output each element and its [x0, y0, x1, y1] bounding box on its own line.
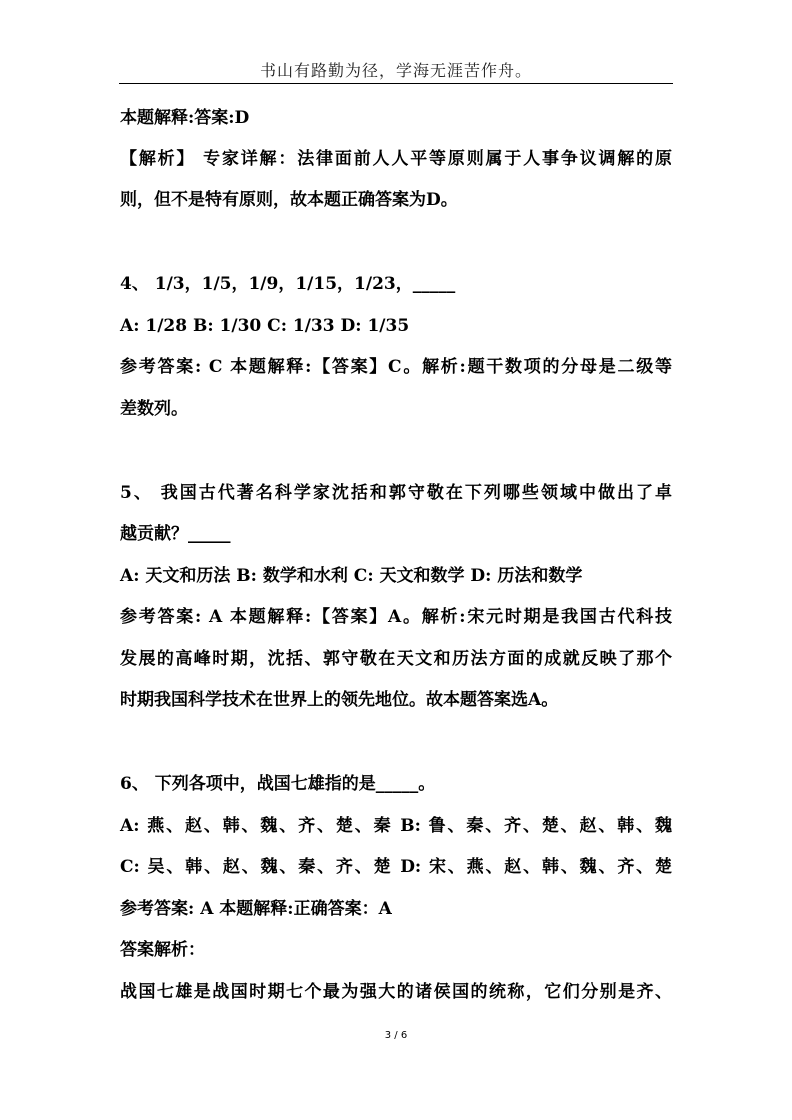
question-6-options-cd: C: 吴、韩、赵、魏、秦、齐、楚 D: 宋、燕、赵、韩、魏、齐、楚 [120, 857, 672, 877]
answer-analysis-text: 战国七雄是战国时期七个最为强大的诸侯国的统称，它们分别是齐、 [120, 982, 672, 1002]
question-6: 6、 下列各项中，战国七雄指的是_____。 [120, 774, 436, 794]
question-5-answer: 参考答案: A 本题解释:【答案】A。解析:宋元时期是我国古代科技 [120, 607, 672, 627]
question-6-options-ab: A: 燕、赵、韩、魏、齐、楚、秦 B: 鲁、秦、齐、楚、赵、韩、魏 [120, 816, 672, 836]
explanation-line: 【解析】 专家详解：法律面前人人平等原则属于人事争议调解的原 [120, 149, 672, 169]
question-6-answer: 参考答案: A 本题解释:正确答案：A [120, 899, 392, 919]
answer-line: 本题解释:答案:D [120, 108, 250, 128]
page-header-motto: 书山有路勤为径，学海无涯苦作舟。 [259, 61, 532, 80]
question-5-answer-cont: 时期我国科学技术在世界上的领先地位。故本题答案选A。 [120, 690, 559, 710]
explanation-line: 则，但不是特有原则，故本题正确答案为D。 [120, 190, 458, 210]
question-5-answer-cont: 发展的高峰时期，沈括、郭守敬在天文和历法方面的成就反映了那个 [120, 649, 672, 669]
question-4: 4、 1/3，1/5，1/9，1/15，1/23，_____ [120, 274, 456, 294]
answer-analysis-heading: 答案解析： [120, 940, 205, 960]
question-5-cont: 越贡献？_____ [120, 524, 231, 544]
question-4-options: A: 1/28 B: 1/30 C: 1/33 D: 1/35 [120, 316, 410, 336]
question-5: 5、 我国古代著名科学家沈括和郭守敬在下列哪些领域中做出了卓 [120, 483, 672, 503]
page-number: 3 / 6 [384, 1030, 408, 1041]
question-4-answer-cont: 差数列。 [120, 399, 188, 419]
question-4-answer: 参考答案: C 本题解释:【答案】C。解析:题干数项的分母是二级等 [120, 357, 672, 377]
question-5-options: A: 天文和历法 B: 数学和水利 C: 天文和数学 D: 历法和数学 [120, 566, 583, 586]
header-divider [119, 83, 673, 84]
